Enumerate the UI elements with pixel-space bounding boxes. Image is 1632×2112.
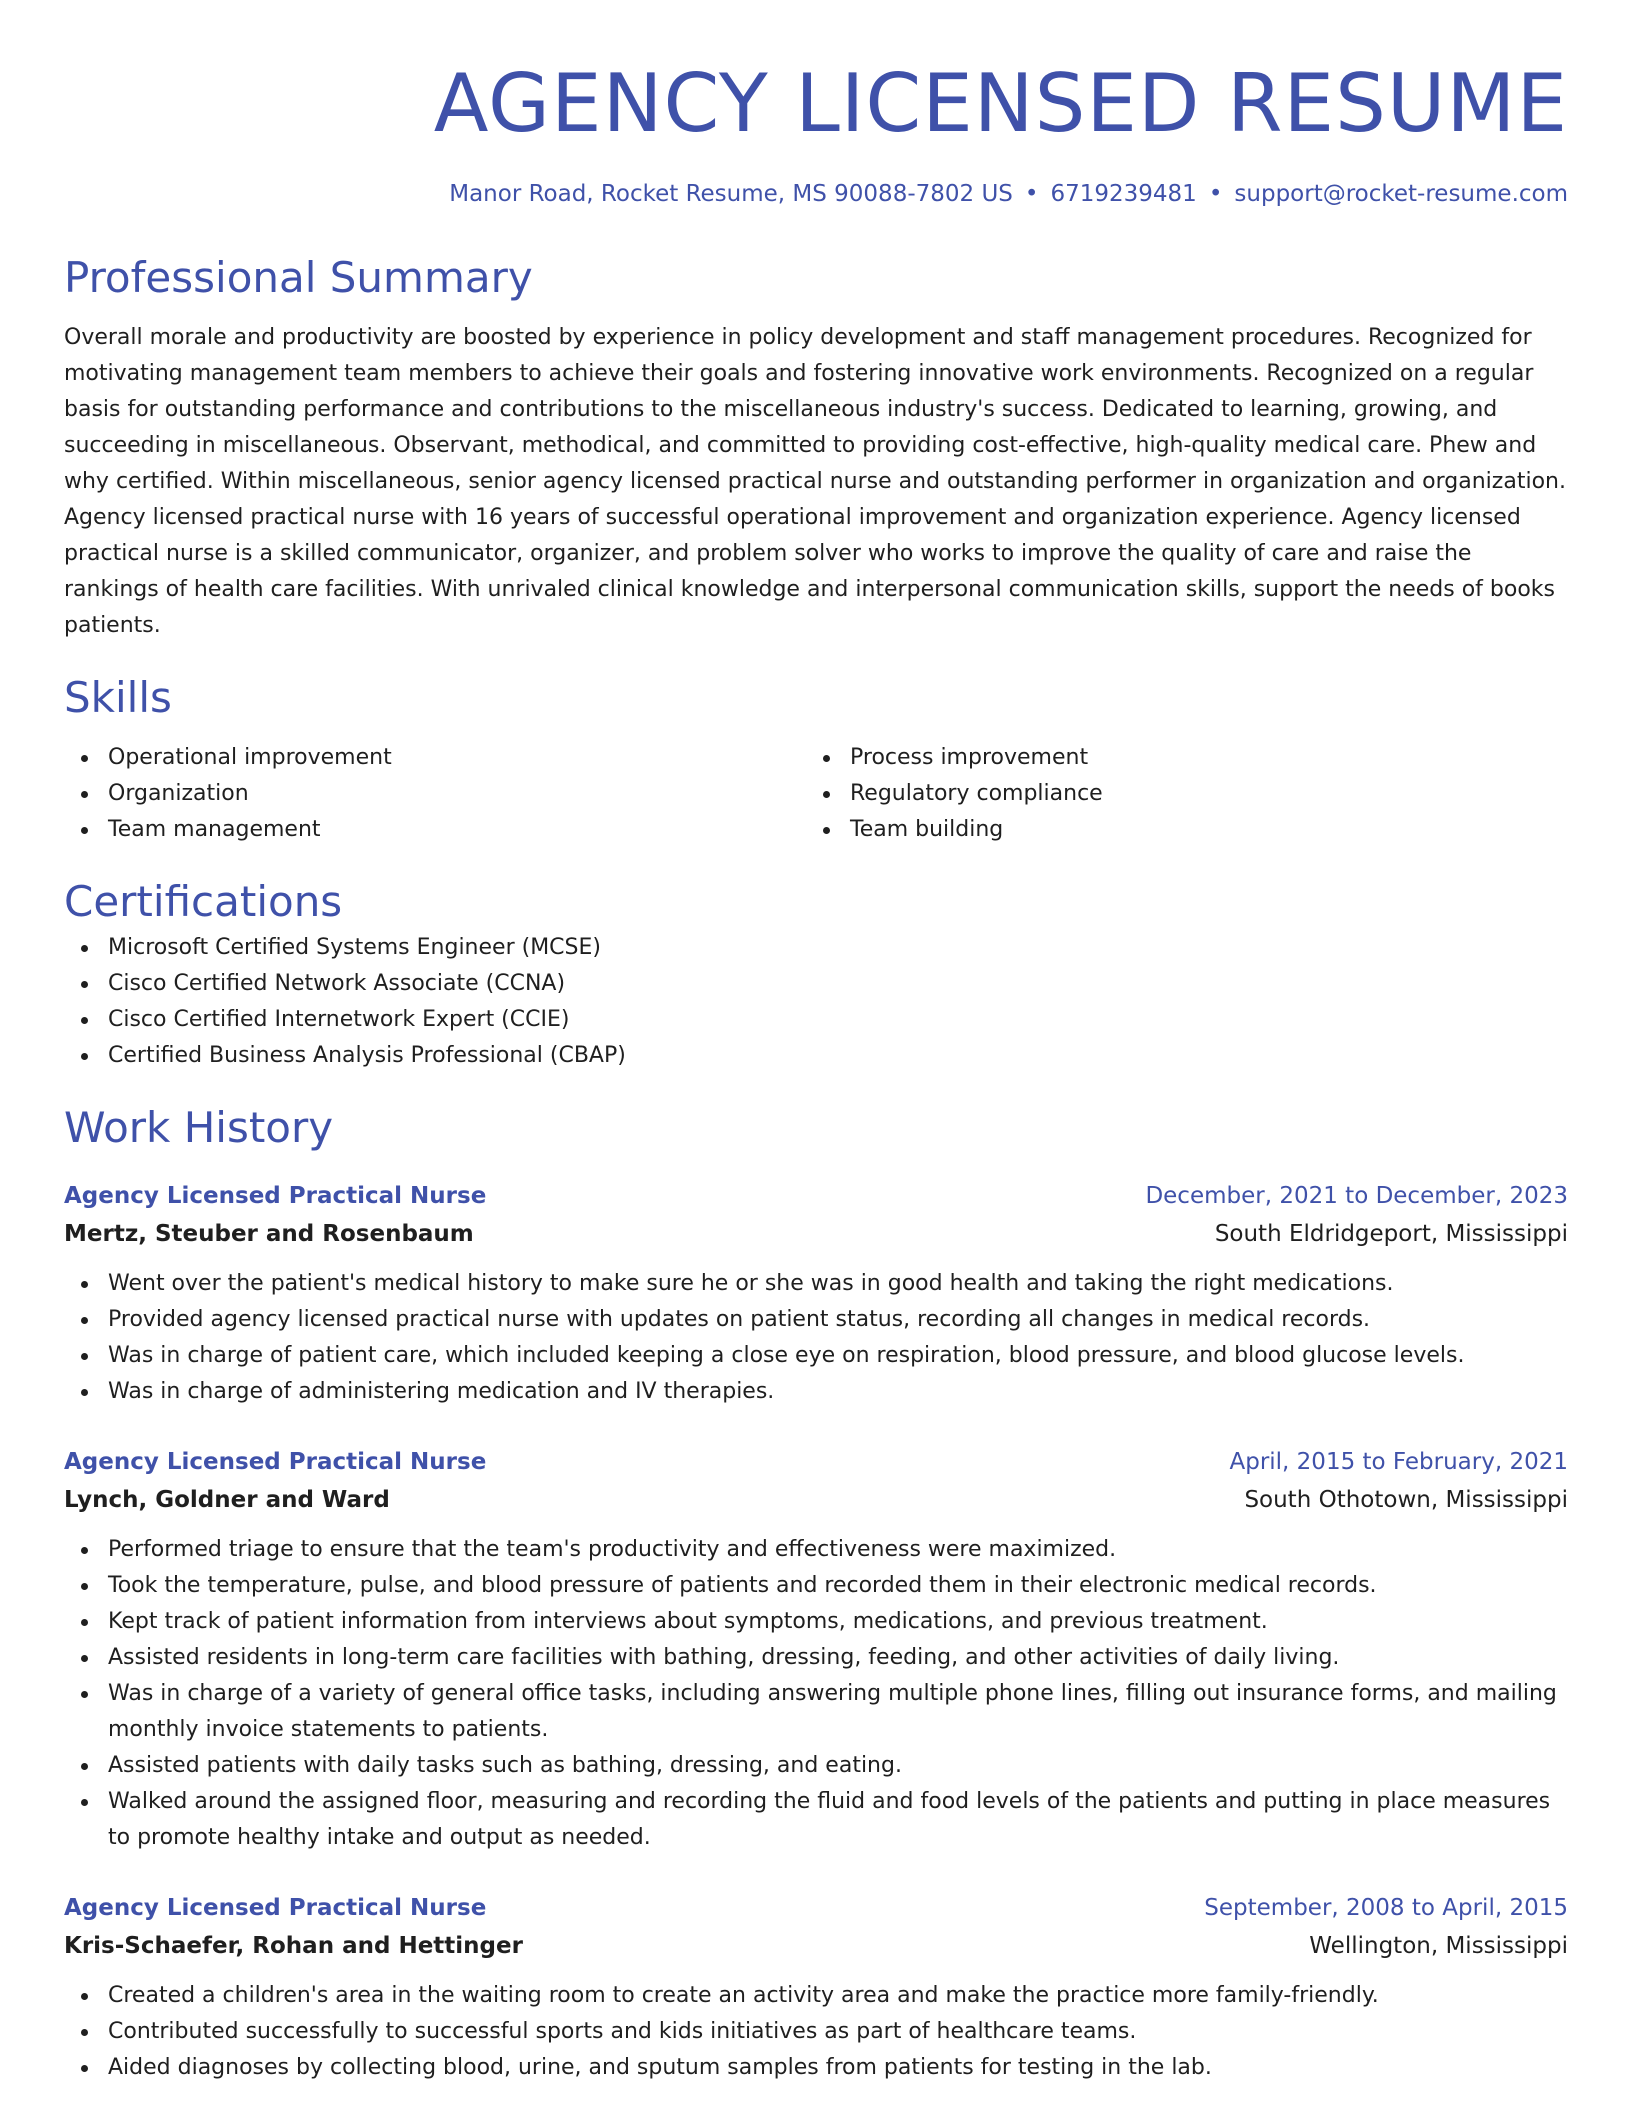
contact-line — [64, 178, 1568, 210]
certifications-section — [64, 874, 1568, 1074]
work-history-section — [64, 1100, 1568, 2086]
certification-item: Cisco Certified Internetwork Expert (CCIE) — [64, 1002, 1568, 1038]
job-duty: Assisted patients with daily tasks such as bathing, dressing, and eating. — [64, 1748, 1568, 1784]
job-header — [64, 1444, 1568, 1480]
certifications-list — [64, 930, 1568, 1074]
job-dates: September, 2008 to April, 2015 — [1204, 1895, 1568, 1921]
contact-separator: • — [1024, 181, 1039, 207]
job-dates: April, 2015 to February, 2021 — [1229, 1449, 1568, 1475]
job-duties — [64, 1266, 1568, 1410]
job-title: Agency Licensed Practical Nurse — [64, 1449, 487, 1475]
job-duty: Was in charge of patient care, which included keeping a close eye on respiration, blood pressure, and blood glucose levels. — [64, 1338, 1568, 1374]
skill-item: Regulatory compliance — [806, 776, 1548, 812]
job-duty: Was in charge of a variety of general office tasks, including answering multiple phone lines, filling out insurance forms, and mailing monthly invoice statements to patients. — [64, 1676, 1568, 1748]
skill-item: Operational improvement — [64, 740, 806, 776]
contact-email[interactable]: support@rocket-resume.com — [1234, 181, 1568, 207]
job-location: South Eldridgeport, Mississippi — [1214, 1221, 1568, 1247]
job-duties — [64, 1532, 1568, 1856]
contact-phone: 6719239481 — [1050, 181, 1197, 207]
job-location: South Othotown, Mississippi — [1244, 1487, 1568, 1513]
skills-list-right — [806, 740, 1548, 848]
certification-item: Certified Business Analysis Professional (CBAP) — [64, 1038, 1568, 1074]
job-duty: Was in charge of administering medication and IV therapies. — [64, 1374, 1568, 1410]
job-header — [64, 1890, 1568, 1926]
job-duty: Walked around the assigned floor, measuring and recording the fluid and food levels of the patients and putting in place measures to promote healthy intake and output as needed. — [64, 1784, 1568, 1856]
job-entry — [64, 1444, 1568, 1856]
job-title: Agency Licensed Practical Nurse — [64, 1183, 487, 1209]
job-duty: Went over the patient's medical history to make sure he or she was in good health and taking the right medications. — [64, 1266, 1568, 1302]
job-entry — [64, 1178, 1568, 1410]
job-duties — [64, 1978, 1568, 2086]
job-company: Kris-Schaefer, Rohan and Hettinger — [64, 1933, 523, 1959]
section-title: Work History — [64, 1103, 334, 1152]
job-duty: Performed triage to ensure that the team's productivity and effectiveness were maximized. — [64, 1532, 1568, 1568]
skills-grid — [64, 740, 1568, 848]
job-duty: Provided agency licensed practical nurse with updates on patient status, recording all changes in medical records. — [64, 1302, 1568, 1338]
skill-item: Organization — [64, 776, 806, 812]
job-employer — [64, 1480, 1568, 1520]
contact-separator: • — [1208, 181, 1223, 207]
job-duty: Assisted residents in long-term care facilities with bathing, dressing, feeding, and other activities of daily living. — [64, 1640, 1568, 1676]
job-location: Wellington, Mississippi — [1309, 1933, 1568, 1959]
skill-item: Team building — [806, 812, 1548, 848]
skill-item: Process improvement — [806, 740, 1548, 776]
job-duty: Created a children's area in the waiting room to create an activity area and make the practice more family-friendly. — [64, 1978, 1568, 2014]
job-employer — [64, 1214, 1568, 1254]
contact-address: Manor Road, Rocket Resume, MS 90088-7802 US — [449, 181, 1013, 207]
job-duty: Contributed successfully to successful sports and kids initiatives as part of healthcare teams. — [64, 2014, 1568, 2050]
job-entry — [64, 1890, 1568, 2086]
job-duty: Kept track of patient information from interviews about symptoms, medications, and previous treatment. — [64, 1604, 1568, 1640]
job-company: Lynch, Goldner and Ward — [64, 1487, 390, 1513]
skills-section — [64, 670, 1568, 848]
skills-list-left — [64, 740, 806, 848]
certification-item: Cisco Certified Network Associate (CCNA) — [64, 966, 1568, 1002]
job-duty: Aided diagnoses by collecting blood, urine, and sputum samples from patients for testing in the lab. — [64, 2050, 1568, 2086]
job-employer — [64, 1926, 1568, 1966]
candidate-name: AGENCY LICENSED RESUME — [433, 57, 1568, 150]
professional-summary-section — [64, 250, 1568, 644]
resume-header — [64, 0, 1568, 210]
job-header — [64, 1178, 1568, 1214]
section-title: Certifications — [64, 877, 343, 926]
section-title: Professional Summary — [64, 253, 533, 302]
job-company: Mertz, Steuber and Rosenbaum — [64, 1221, 474, 1247]
section-title: Skills — [64, 673, 172, 722]
certification-item: Microsoft Certified Systems Engineer (MCSE) — [64, 930, 1568, 966]
skill-item: Team management — [64, 812, 806, 848]
job-title: Agency Licensed Practical Nurse — [64, 1895, 487, 1921]
job-duty: Took the temperature, pulse, and blood pressure of patients and recorded them in their electronic medical records. — [64, 1568, 1568, 1604]
job-dates: December, 2021 to December, 2023 — [1145, 1183, 1568, 1209]
summary-text: Overall morale and productivity are boosted by experience in policy development and staff management procedures. Recognized for motivating management team members to achieve their goals and fostering innovative work environments. Recognized on a regular basis for outstanding performance and contributions to the miscellaneous industry's success. Dedicated to learning, growing, and succeeding in miscellaneous. Observant, methodical, and committed to providing cost-effective, high-quality medical care. Phew and why certified. Within miscellaneous, senior agency licensed practical nurse and outstanding performer in organization and organization. Agency licensed practical nurse with 16 years of successful operational improvement and organization experience. Agency licensed practical nurse is a skilled communicator, organizer, and problem solver who works to improve the quality of care and raise the rankings of health care facilities. With unrivaled clinical knowledge and interpersonal communication skills, support the needs of books patients. — [64, 325, 1566, 638]
